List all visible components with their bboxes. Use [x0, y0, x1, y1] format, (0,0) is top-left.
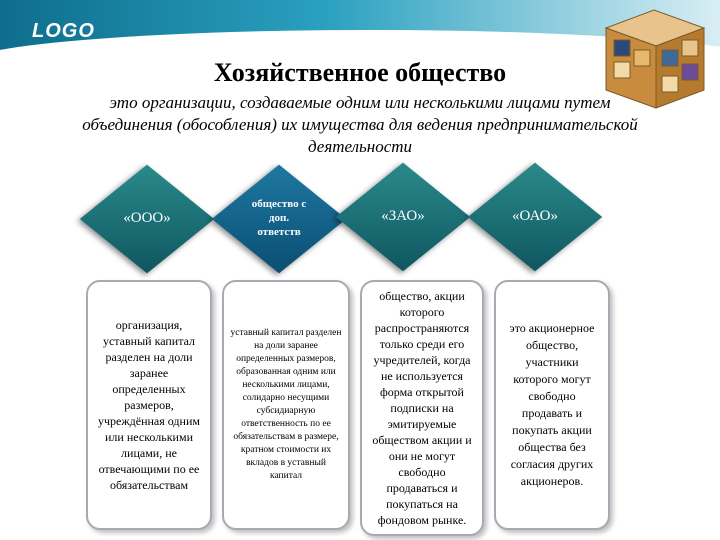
page-title: Хозяйственное общество: [213, 58, 507, 87]
subtitle: это организации, создаваемые одним или несколькими лицами путем объединения (обособления) их имущества для ведения предпринимательской деятельности: [82, 93, 638, 156]
card-text-zao: общество, акции которого распространяются только среди его учредителей, когда не используется форма открытой подписки на эмитируемые обществом акции и они не могут свободно продаваться и покупаться на фондовом рынке.: [372, 289, 472, 527]
diamond-ooo: [82, 168, 212, 268]
card-ooo: [86, 280, 212, 530]
diamond-odo: [214, 168, 344, 268]
card-oao: [494, 280, 610, 530]
card-text-odo: уставный капитал разделен на доли заранее определенных размеров, образованная одним или несколькими лицами, солидарно несущими субсидиарную ответственность по ее обязательствам в размере, кратном стоимости их вкладов в уставный капитал: [230, 328, 342, 481]
card-text-ooo: организация, уставный капитал разделен на доли заранее определенных размеров, учреждённая одним или несколькими лицами, не отвечающими по ее обязательствам: [98, 318, 200, 492]
diamond-label-zao: «ЗАО»: [381, 207, 425, 224]
card-text-oao: это акционерное общество, участники которого могут свободно продавать и покупать акции общества без согласия других акционеров.: [509, 321, 595, 488]
diamond-zao: [338, 166, 468, 266]
card-zao: [360, 280, 484, 536]
diamond-label-oao: «ОАО»: [511, 207, 558, 224]
card-odo: [222, 280, 350, 530]
diamond-label-ooo: «ООО»: [123, 209, 171, 226]
logo: LOGO: [32, 20, 95, 42]
diamond-oao: [470, 166, 600, 266]
diamond-label-odo: общество с доп. ответств: [251, 198, 307, 238]
